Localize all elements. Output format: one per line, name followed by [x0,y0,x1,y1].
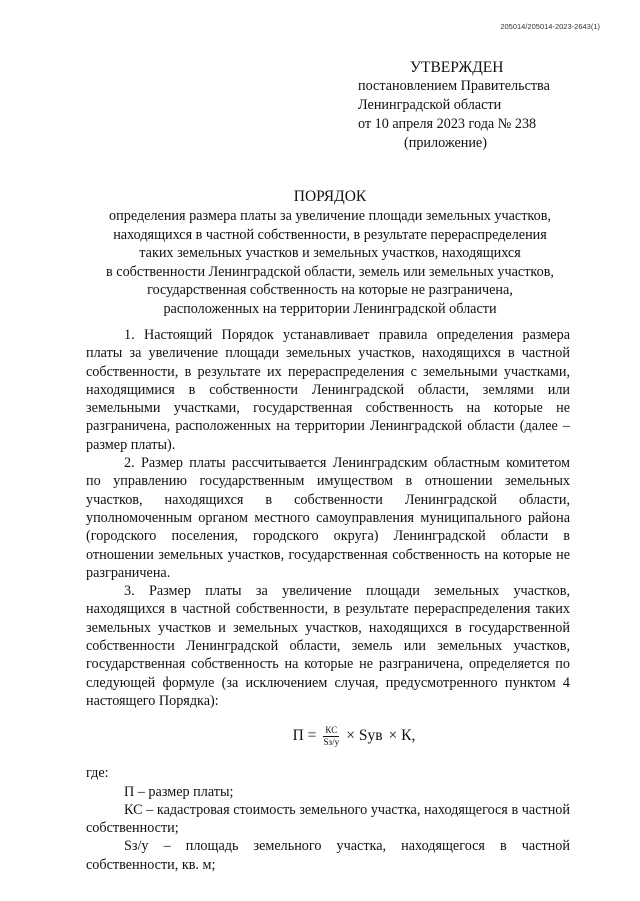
approved-heading: УТВЕРЖДЕН [410,59,504,76]
document-title: ПОРЯДОК [293,188,367,205]
where-label: где: [86,765,109,782]
formula-fraction [323,725,339,748]
document-subtitle [60,207,600,318]
subtitle-line: государственная собственность на которые не разграничена, [147,282,513,298]
definition: П – размер платы; [124,783,234,800]
paragraph-1: 1. Настоящий Порядок устанавливает правила определения размера платы за увеличение площади земельных участков, находящихся в частной собственности, в результате их перераспределения с земельными участками, находящимися в собственности Ленинградской области, землями или земельными участками, государственная собственность на которые не разграничена, расположенных на территории Ленинградской области (далее – размер платы). [86,327,570,453]
formula-term: × Sув [346,727,383,745]
formula-term: × К, [388,727,416,745]
approved-line: (приложение) [404,135,487,151]
subtitle-line: таких земельных участков и земельных участков, находящихся [139,245,521,261]
formula [138,720,570,752]
definition: Sз/у – площадь земельного участка, находящегося в частной собственности, кв. м; [86,838,570,873]
approval-stamp [358,58,618,153]
subtitle-line: определения размера платы за увеличение площади земельных участков, [109,208,551,224]
paragraph-3: 3. Размер платы за увеличение площади земельных участков, находящихся в частной собственности, в результате перераспределения таких земельных участков и земельных участков, находящихся в государственной собственности Ленинградской области, земель или земельных участков, государственная собственность на которые не разграничена, определяется по следующей формуле (за исключением случая, предусмотренного пунктом 4 настоящего Порядка): [86,583,570,709]
formula-numerator: КС [325,724,338,735]
document-id: 205014/205014-2023-2643(1) [500,22,600,31]
formula-denominator: Sз/у [323,736,340,747]
subtitle-line: находящихся в частной собственности, в результате перераспределения [113,226,547,243]
paragraph-2: 2. Размер платы рассчитывается Ленинградским областным комитетом по управлению государственным имуществом в отношении земельных участков, находящихся в собственности Ленинградской области, уполномоченным органом местного самоуправления муниципального района (городского поселения, городского округа) Ленинградской области в отношении земельных участков, государственная собственность на которые не разграничена. [86,455,570,581]
formula-lhs: П = [292,727,317,745]
approved-line: Ленинградской области [358,97,502,113]
subtitle-line: в собственности Ленинградской области, земель или земельных участков, [106,263,554,280]
definition: КС – кадастровая стоимость земельного участка, находящегося в частной собственности; [86,801,570,837]
document-body [86,326,570,874]
approved-line: постановлением Правительства [358,78,550,94]
subtitle-line: расположенных на территории Ленинградской области [163,300,497,317]
approved-line: от 10 апреля 2023 года № 238 [358,116,537,132]
